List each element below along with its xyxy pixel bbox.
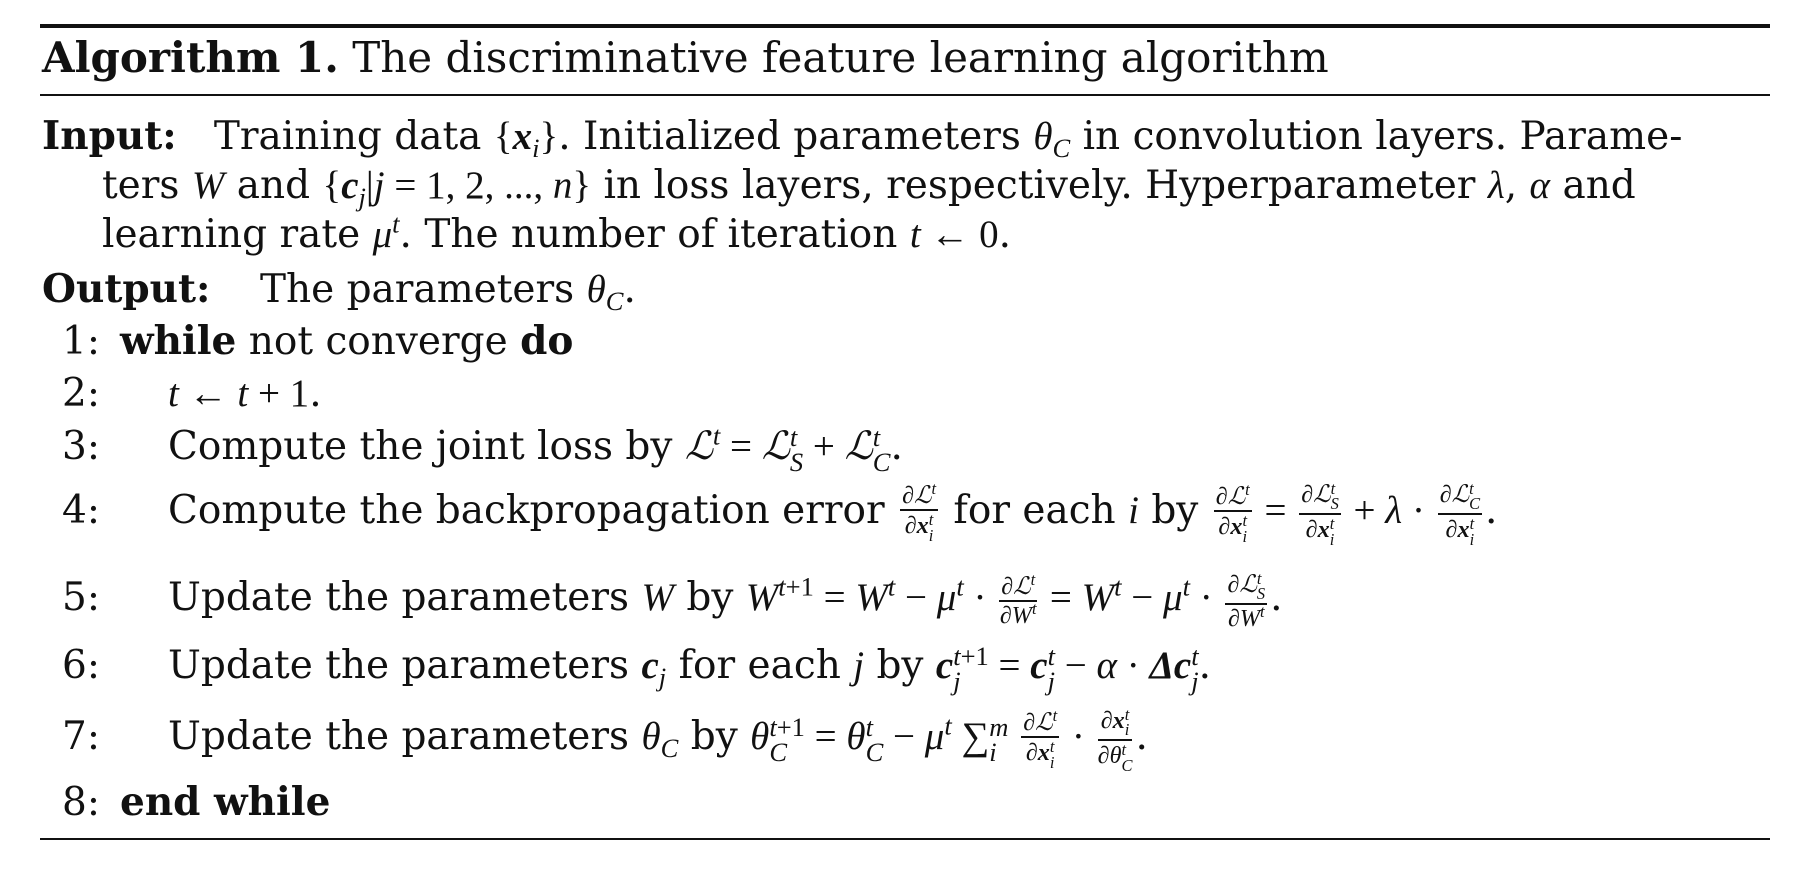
step-text: not converge xyxy=(248,319,508,364)
input-text: in convolution layers. Parame- xyxy=(1082,114,1683,159)
math-expression: θ t+1 C = θ t C − $\mu^t$ ∑ m i ∂ℒ$^t$ ∂x t i · ∂x t i ∂θ t C xyxy=(750,704,1133,775)
math-expression: $\theta_C$ xyxy=(1033,115,1071,163)
keyword-while: while xyxy=(120,318,237,364)
step-1 xyxy=(42,318,573,365)
algorithm-title: The discriminative feature learning algorithm xyxy=(352,33,1329,82)
step-text: for each xyxy=(678,643,841,688)
math-expression: {$c_j|j = 1$, 2, ..., n} xyxy=(322,164,592,212)
input-text: learning rate xyxy=(102,212,361,257)
input-line-3: learning rate $\mu^t$. The number of iteration t ← 0. xyxy=(102,208,1012,257)
input-text: . The number of iteration xyxy=(399,212,898,257)
step-8 xyxy=(42,779,330,826)
output-line: Output: The parameters $\theta_C$. xyxy=(42,266,636,316)
step-number: 2: xyxy=(62,371,100,416)
math-expression: $\theta_C$ xyxy=(641,715,679,763)
math-expression: $\mu^t$ xyxy=(372,208,400,256)
step-4: 4: Compute the backpropagation error ∂ℒ$^t$ ∂x t i for each i by ∂ℒ$^t$ ∂x t i = ∂ℒ t S ∂x t i + λ · ∂ℒ t C ∂x t i . xyxy=(42,480,1497,547)
step-6: 6: Update the parameters $c_j$ for each j by c t+1 j = c t j − α · Δc t j . xyxy=(42,643,1211,694)
math-expression: λ xyxy=(1487,164,1505,207)
math-expression: t ← t + 1 xyxy=(168,372,310,415)
step-text: for each xyxy=(953,488,1116,533)
input-text: Training data xyxy=(213,114,482,159)
step-number: 3: xyxy=(62,424,100,469)
input-text: . Initialized parameters xyxy=(558,114,1021,159)
math-expression: c t+1 j = c t j − α · Δc t j xyxy=(935,640,1199,697)
math-expression: W xyxy=(641,576,674,619)
math-expression: ℒ$^t$ = ℒ t S + ℒ t C xyxy=(684,420,891,478)
output-text: The parameters xyxy=(259,267,575,312)
keyword-do: do xyxy=(520,318,574,364)
header-rule xyxy=(40,94,1770,96)
math-expression: $W^{t+1} = W^t - \mu^t$ · $\frac{\partial ℒ^t}{\partial W^t}$ = $W^t - \mu^t$ · ∂ℒ t S $\partial W^t$ xyxy=(745,568,1266,632)
math-expression: $c_j$ xyxy=(641,644,667,692)
input-text: ters xyxy=(102,163,180,208)
algorithm-label: Algorithm 1. xyxy=(42,33,339,82)
step-5: 5: Update the parameters W by $W^{t+1} = W^t - \mu^t$ · $\frac{\partial ℒ^t}{\partial W^t}$ = $W^t - \mu^t$ · ∂ℒ t S $\partial W^t$ . xyxy=(42,568,1282,631)
math-expression: ∂ℒ$^t$ ∂x t i = ∂ℒ t S ∂x t i + λ · ∂ℒ t C ∂x t i xyxy=(1215,478,1481,549)
input-line-1 xyxy=(42,113,1683,163)
step-number: 4: xyxy=(62,488,100,533)
step-text: Update the parameters xyxy=(168,643,630,688)
step-3: 3: Compute the joint loss by ℒ$^t$ = ℒ t S + ℒ t C . xyxy=(42,424,903,475)
step-text: Compute the backpropagation error xyxy=(168,488,885,533)
math-expression: W xyxy=(191,164,225,207)
math-expression: i xyxy=(1128,489,1139,532)
step-number: 1: xyxy=(62,319,100,364)
math-expression: j xyxy=(853,644,865,687)
input-label: Input: xyxy=(42,113,177,159)
step-number: 6: xyxy=(62,643,100,688)
input-text: and xyxy=(236,163,311,208)
step-text: Compute the joint loss by xyxy=(168,424,673,469)
input-text: in loss layers, respectively. Hyperparameter xyxy=(603,163,1476,208)
step-number: 8: xyxy=(62,780,100,825)
math-expression: t ← 0 xyxy=(909,213,999,256)
bottom-rule xyxy=(40,838,1770,840)
step-text: Update the parameters xyxy=(168,714,630,759)
math-expression: $\{x_i\}$ xyxy=(493,115,559,163)
output-label: Output: xyxy=(42,266,211,312)
math-expression: $\theta_C$ xyxy=(586,268,624,316)
step-text: Update the parameters xyxy=(168,575,630,620)
step-text: by xyxy=(690,714,738,759)
step-2: 2: t ← t + 1. xyxy=(42,371,322,417)
step-text: by xyxy=(1151,488,1199,533)
input-line-2: ters W and {$c_j|j = 1$, 2, ..., n} in loss layers, respectively. Hyperparameter λ, α and xyxy=(102,163,1636,212)
algorithm-caption xyxy=(42,30,1329,86)
keyword-end-while: end while xyxy=(120,779,331,825)
fraction: ∂ℒ$^t$ ∂x t i xyxy=(902,478,937,545)
step-text: by xyxy=(686,575,734,620)
math-expression: α xyxy=(1529,164,1551,207)
step-number: 5: xyxy=(62,575,100,620)
input-text: and xyxy=(1562,163,1636,208)
step-7: 7: Update the parameters $\theta_C$ by θ t+1 C = θ t C − $\mu^t$ ∑ m i ∂ℒ$^t$ ∂x t i · ∂x t i ∂θ t C . xyxy=(42,704,1148,773)
step-number: 7: xyxy=(62,714,100,759)
top-rule xyxy=(40,24,1770,28)
step-text: by xyxy=(876,643,924,688)
